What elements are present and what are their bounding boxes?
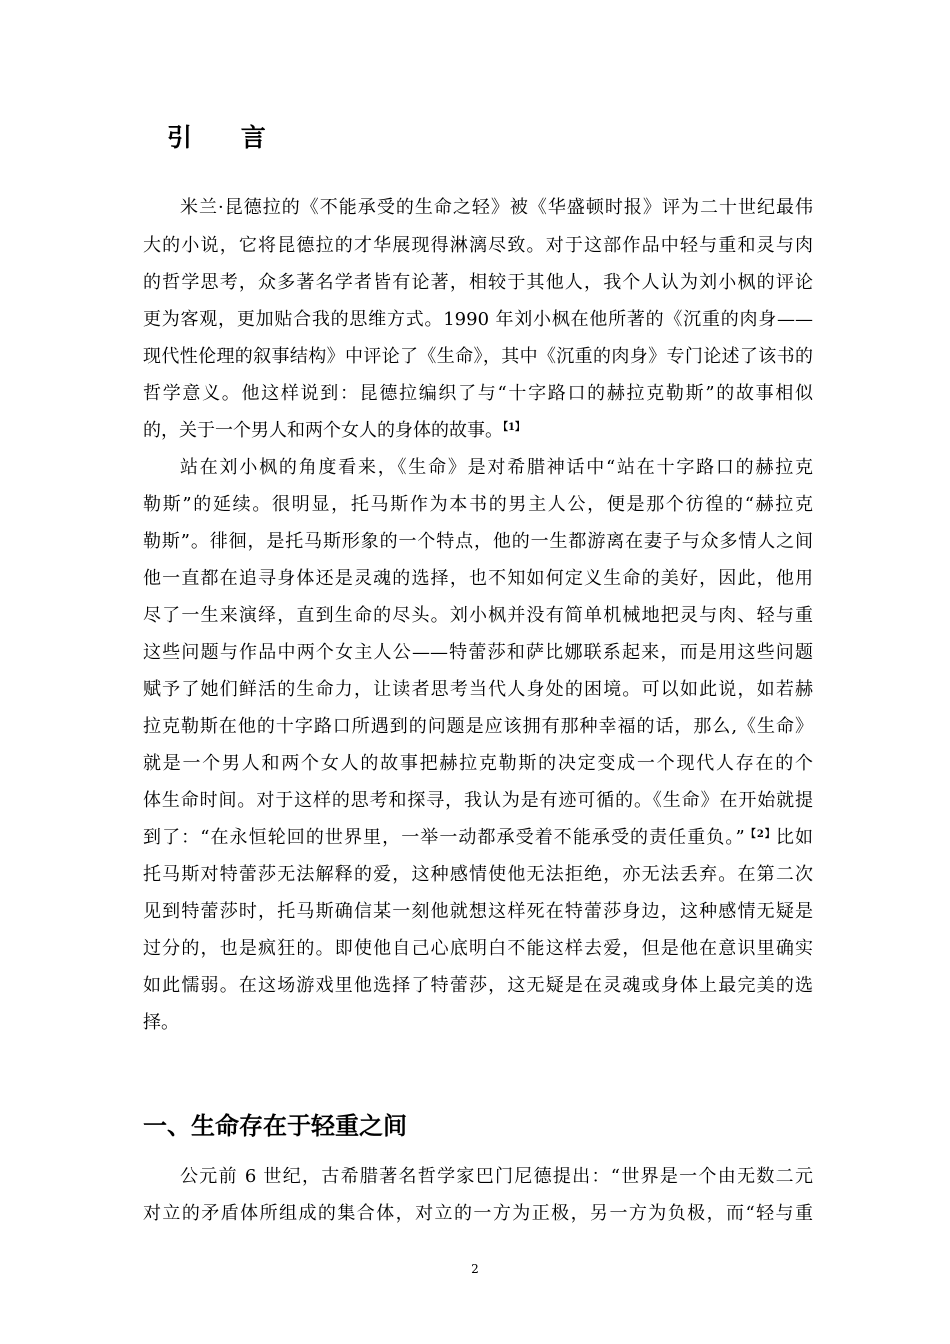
text-line: 这些问题与作品中两个女主人公——特蕾莎和萨比娜联系起来，而是用这些问题 — [143, 642, 813, 663]
text-line: 过分的，也是疯狂的。即使他自己心底明白不能这样去爱，但是他在意识里确实 — [143, 938, 813, 959]
text-line: 见到特蕾莎时，托马斯确信某一刻他就想这样死在特蕾莎身边，这种感情无疑是 — [143, 901, 813, 922]
text-line: 哲学意义。他这样说到：昆德拉编织了与“十字路口的赫拉克勒斯”的故事相似 — [143, 383, 813, 404]
text-line: 勒斯”的延续。很明显，托马斯作为本书的男主人公，便是那个彷徨的“赫拉克 — [143, 494, 813, 515]
text-line: 勒斯”。徘徊，是托马斯形象的一个特点，他的一生都游离在妻子与众多情人之间 — [143, 531, 813, 552]
text-line: 更为客观，更加贴合我的思维方式。1990 年刘小枫在他所著的《沉重的肉身—— — [143, 309, 813, 330]
citation-ref-1[interactable]: 【1】 — [503, 422, 525, 433]
text-line: 赋予了她们鲜活的生命力，让读者思考当代人身处的困境。可以如此说，如若赫 — [143, 679, 813, 700]
citation-ref-2[interactable]: 【2】 — [744, 829, 776, 840]
page-number: 2 — [471, 1262, 479, 1276]
text-line — [143, 823, 813, 853]
text-line: 大的小说，它将昆德拉的才华展现得淋漓尽致。对于这部作品中轻与重和灵与肉 — [143, 235, 813, 256]
section-1-heading: 一、生命存在于轻重之间 — [143, 1112, 407, 1140]
text-line: 他一直都在追寻身体还是灵魂的选择，也不知如何定义生命的美好，因此，他用 — [143, 568, 813, 589]
text-line — [143, 416, 813, 446]
text-line-content: 的，关于一个男人和两个女人的身体的故事。 — [143, 420, 503, 441]
quote-text: 到了：“在永恒轮回的世界里，一举一动都承受着不能承受的责任重负。” — [143, 827, 745, 848]
text-line: 对立的矛盾体所组成的集合体，对立的一方为正极，另一方为负极，而“轻与重 — [143, 1203, 813, 1224]
text-line: 尽了一生来演绎，直到生命的尽头。刘小枫并没有简单机械地把灵与肉、轻与重 — [143, 605, 813, 626]
text-line: 的哲学思考，众多著名学者皆有论著，相较于其他人，我个人认为刘小枫的评论 — [143, 272, 813, 293]
text-line: 站在刘小枫的角度看来，《生命》是对希腊神话中“站在十字路口的赫拉克 — [180, 457, 813, 478]
intro-heading: 引 言 — [167, 123, 286, 152]
text-line: 拉克勒斯在他的十字路口所遇到的问题是应该拥有那种幸福的话，那么,《生命》 — [143, 716, 813, 737]
text-line: 现代性伦理的叙事结构》中评论了《生命》，其中《沉重的肉身》专门论述了该书的 — [143, 346, 813, 367]
text-line: 体生命时间。对于这样的思考和探寻，我认为是有迹可循的。《生命》在开始就提 — [143, 790, 813, 811]
text-line: 托马斯对特蕾莎无法解释的爱，这种感情使他无法拒绝，亦无法丢弃。在第二次 — [143, 864, 813, 885]
text-line: 如此懦弱。在这场游戏里他选择了特蕾莎，这无疑是在灵魂或身体上最完美的选 — [143, 975, 813, 996]
text-line: 米兰·昆德拉的《不能承受的生命之轻》被《华盛顿时报》评为二十世纪最伟 — [180, 197, 813, 218]
text-line: 就是一个男人和两个女人的故事把赫拉克勒斯的决定变成一个现代人存在的个 — [143, 753, 813, 774]
text-line: 公元前 6 世纪，古希腊著名哲学家巴门尼德提出：“世界是一个由无数二元 — [180, 1166, 813, 1187]
text-line-content: 比如 — [775, 827, 813, 848]
text-line: 择。 — [143, 1012, 179, 1033]
